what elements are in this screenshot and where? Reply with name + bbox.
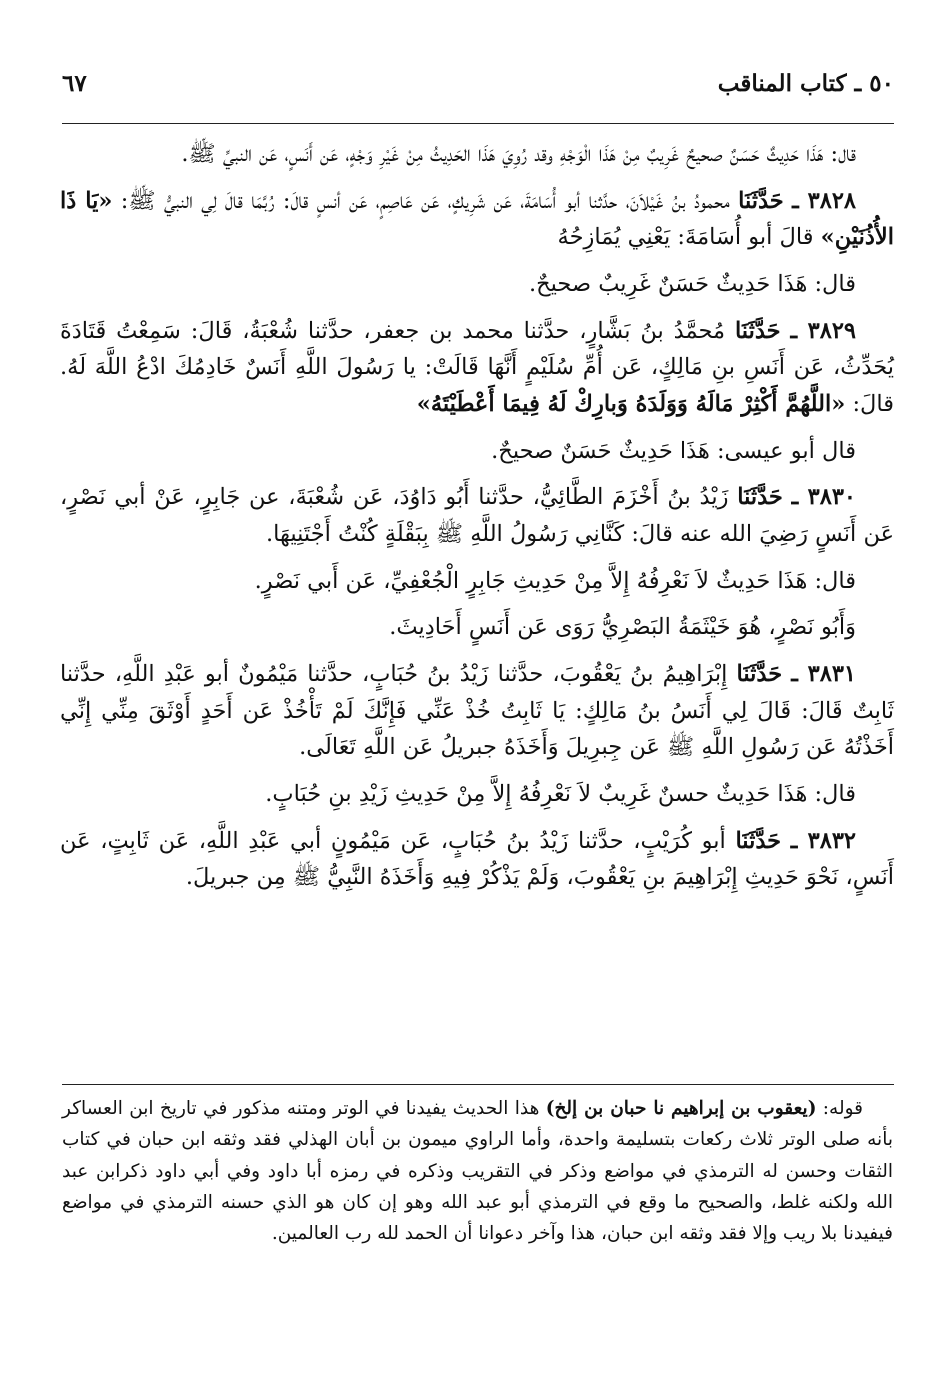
narration-keyword: حَدَّثَنَا	[734, 317, 781, 344]
footnote	[62, 1093, 893, 1249]
commentary-paragraph: قال: هَذَا حَدِيثٌ حَسَنٌ غَرِيبٌ صحيحٌ.	[528, 271, 856, 298]
chapter-title: ٥٠ ـ كتاب المناقب	[717, 70, 894, 97]
narration-keyword: حَدَّثَنَا	[735, 827, 782, 854]
hadith-text: مُحمَّدُ بنُ بَشَّارٍ، حدَّثنا محمد بن جعفر، حدَّثنا شُعْبَةُ، قَالَ: سَمِعْتُ قَتَادَةَ يُحَدِّثُ، عَن أَنَسِ بنِ مَالِكٍ، عَن أُمِّ سُلَيْمٍ أَنَّهَا قَالَتْ: يا رَسُولَ اللَّهِ أَنَسٌ خَادِمُكَ ادْعُ اللَّهَ لَهُ. قالَ:	[60, 317, 894, 418]
page-number: ٦٧	[62, 70, 87, 97]
commentary-paragraph: قال: هَذَا حَدِيثٌ حَسَنٌ صحيحٌ غَرِيبٌ مِنْ هَذَا الْوَجْهِ وقد رُوِيَ هَذَا الحَدِيثُ مِنْ غَيْرِ وَجْهٍ، عَن أَنَسٍ، عَن النبيِّ ﷺ.	[181, 141, 856, 167]
hadith-text: زَيْدُ بنُ أَخْزَمَ الطَّائِيُّ، حدَّثنا أَبُو دَاوُدَ، عَن شُعْبَةَ، عن جَابِرٍ، عَنْ أبي نَصْرٍ، عَن أَنَسٍ رَضِيَ الله عنه قالَ: كَنَّانِي رَسُولُ اللَّهِ ﷺ بِبَقْلَةٍ كُنْتُ أَجْتَنِيهَا.	[60, 484, 894, 548]
commentary-paragraph: قال: هَذَا حَدِيثٌ حسنٌ غَرِيبٌ لاَ نَعْرِفُهُ إِلاَّ مِنْ حَدِيثِ زَيْدِ بنِ حُبَابٍ.	[265, 781, 856, 808]
prophetic-quote: «اللَّهُمَّ أَكْثِرْ مَالَهُ وَوَلَدَهُ وَبارِكْ لَهُ فِيمَا أَعْطَيْتَهُ»	[416, 391, 846, 418]
prophetic-quote: «يَا ذَا الأُذُنَيْنِ»	[60, 187, 894, 251]
hadith-3828	[60, 183, 894, 256]
commentary-paragraph: قال أبو عيسى: هَذَا حَدِيثٌ حَسَنٌ صحيحٌ.	[491, 437, 856, 464]
header-divider	[62, 123, 894, 124]
narration-keyword: حَدَّثَنَا	[737, 484, 783, 511]
hadith-text: محمودُ بنُ غَيْلاَنَ، حدَّثنا أبو أُسَامَةَ، عَن شَرِيكٍ، عَن عَاصِمٍ، عَن أنسٍ قالَ: رُبَّمَا قالَ لِي النبيُّ ﷺ:	[112, 187, 739, 214]
hadith-text: أبو كُرَيْبٍ، حدَّثنا زَيْدُ بنُ حُبَابٍ، عَن مَيْمُونٍ أبي عَبْدِ اللَّهِ، عَن ثَابِتٍ، عَن أَنَسٍ، نَحْوَ حَدِيثِ إِبْرَاهِيمَ بنِ يَعْقُوبَ، وَلَمْ يَذْكُرْ فِيهِ وَأَخَذَهُ النَّبِيُّ ﷺ مِن جبريلَ.	[60, 827, 894, 891]
commentary-paragraph: قال: هَذَا حَدِيثٌ لاَ نَعْرِفُهُ إِلاَّ مِنْ حَدِيثِ جَابِرٍ الْجُعْفِيِّ، عَن أَبي نَصْرٍ.	[254, 567, 856, 594]
hadith-3830	[60, 479, 894, 552]
footnote-divider	[62, 1084, 894, 1085]
footnote-text: هذا الحديث يفيدنا في الوتر ومتنه مذكور في تاريخ ابن العساكر بأنه صلى الوتر ثلاث ركعات بتسليمة واحدة، وأما الراوي ميمون بن أبان الهذلي فقد وثقه ابن حبان في كتاب الثقات وحسن له الترمذي في مواضع وذكر في التقريب وذكره في رمزه أبا داود وفي أبي داود ذكرابن عبد الله ولكنه غلط، والصحيح ما وقع في الترمذي أبو عبد الله وهو إن كان هو الذي حسنه الترمذي في مواضع فيفيدنا بلا ريب وإلا فقد وثقه ابن حبان، هذا وآخر دعوانا أن الحمد لله رب العالمين.	[62, 1098, 893, 1244]
main-text	[60, 136, 894, 1081]
footnote-quote: (يعقوب بن إبراهيم نا حبان بن إلخ)	[545, 1098, 817, 1119]
hadith-tail: قالَ أبو أُسَامَةَ: يَعْنِي يُمَازِحُهُ	[557, 224, 821, 251]
hadith-3831	[60, 656, 894, 766]
narration-keyword: حَدَّثَنَا	[738, 187, 784, 214]
narration-keyword: حَدَّثَنَا	[736, 661, 783, 688]
hadith-number: ٣٨٣٠ ـ	[791, 484, 856, 511]
hadith-3829	[60, 313, 894, 423]
page-header	[62, 62, 894, 104]
hadith-number: ٣٨٢٩ ـ	[790, 317, 856, 344]
hadith-number: ٣٨٢٨ ـ	[792, 187, 856, 214]
hadith-text: إِبْرَاهِيمُ بنُ يَعْقُوبَ، حدَّثنا زَيْدُ بنُ حُبَابٍ، حدَّثنا مَيْمُونٌ أبو عَبْدِ اللَّهِ، حدَّثنا ثَابِتٌ قَالَ: قَالَ لِي أَنَسُ بنُ مَالِكٍ: يَا ثَابِتُ خُذْ عَنِّي فَإِنَّكَ لَمْ تَأْخُذْ عَن أَحَدٍ أَوْثَقَ مِنِّي إِنِّي أَخَذْتُهُ عَن رَسُولِ اللَّهِ ﷺ عَن جِبرِيلَ وَأَخَذَهُ جبريلُ عَن اللَّهِ تَعَالَى.	[60, 661, 894, 761]
footnote-lead: قوله:	[816, 1098, 863, 1119]
hadith-number: ٣٨٣١ ـ	[791, 661, 856, 688]
hadith-number: ٣٨٣٢ ـ	[790, 827, 856, 854]
commentary-paragraph: وَأَبُو نَصْرٍ، هُوَ خَيْثَمَةُ البَصْرِيُّ رَوَى عَن أَنَسٍ أَحَادِيثَ.	[389, 614, 856, 641]
hadith-3832	[60, 823, 894, 896]
